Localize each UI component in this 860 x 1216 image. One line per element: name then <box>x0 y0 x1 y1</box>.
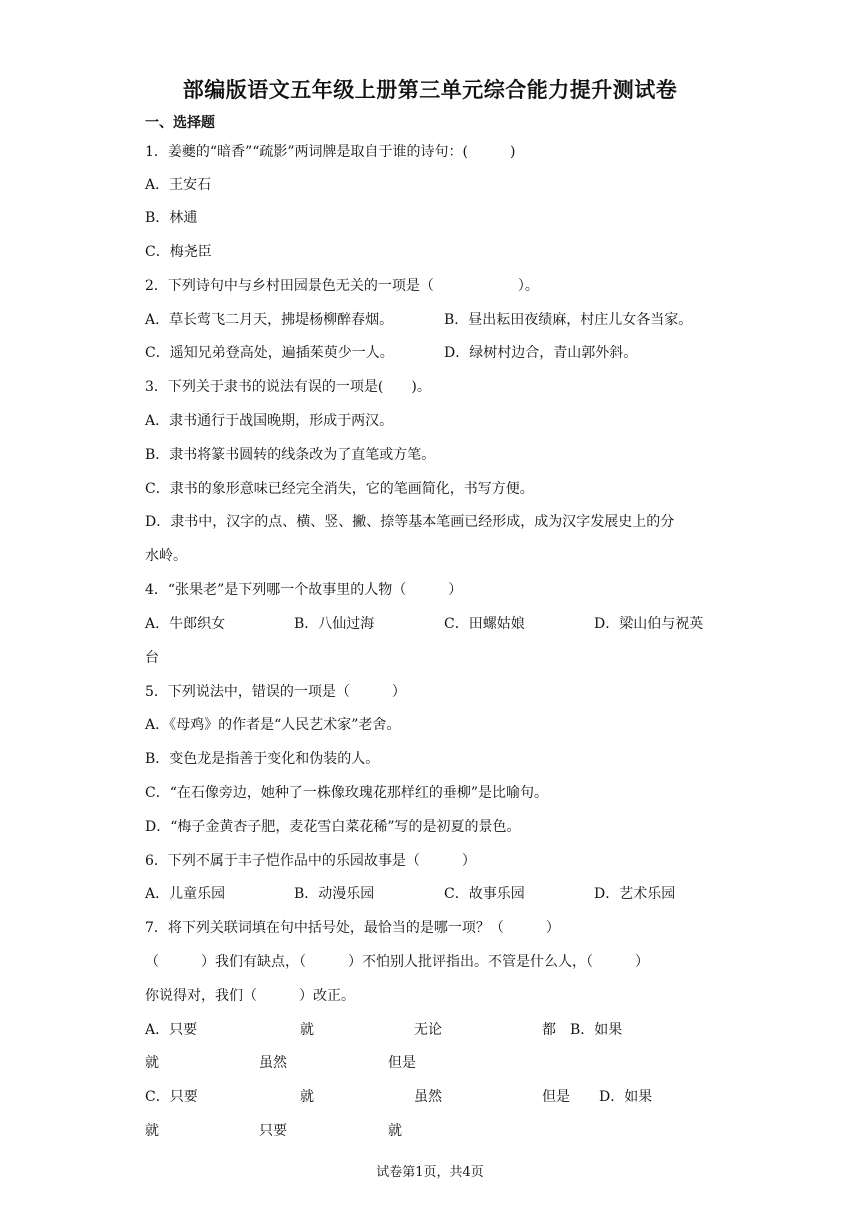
question-4-option-d: D．梁山伯与祝英 <box>594 616 704 632</box>
question-1-option-c: C．梅尧臣 <box>145 244 212 260</box>
question-2-option-c: C．遥知兄弟登高处，遍插茱萸少一人。 <box>145 345 394 361</box>
question-3-option-d-continued: 水岭。 <box>145 548 187 564</box>
question-1-option-b: B．林逋 <box>145 210 198 226</box>
question-1-option-a: A．王安石 <box>145 177 212 193</box>
question-7-option-c-word-4: 但是 <box>542 1089 570 1105</box>
question-3-option-d: D．隶书中，汉字的点、横、竖、撇、捺等基本笔画已经形成，成为汉字发展史上的分 <box>145 514 675 530</box>
question-6-option-a: A．儿童乐园 <box>145 886 226 902</box>
question-7-option-d: D．如果 <box>599 1089 653 1105</box>
question-7-option-c-word-2: 就 <box>300 1089 314 1105</box>
question-5-option-b: B．变色龙是指善于变化和伪装的人。 <box>145 751 380 767</box>
question-2-option-b: B．昼出耘田夜绩麻，村庄儿女各当家。 <box>444 312 693 328</box>
section-heading: 一、选择题 <box>145 115 215 131</box>
question-2-option-d: D．绿树村边合，青山郭外斜。 <box>444 345 638 361</box>
question-4-option-a: A．牛郎织女 <box>145 616 226 632</box>
question-1-stem: 1．姜夔的“暗香”“疏影”两词牌是取自于谁的诗句：( ) <box>145 144 516 160</box>
question-7-option-a-word-4: 都 <box>542 1022 556 1038</box>
question-7-option-a-word-2: 就 <box>300 1022 314 1038</box>
question-2-option-a: A．草长莺飞二月天，拂堤杨柳醉春烟。 <box>145 312 394 328</box>
exam-title: 部编版语文五年级上册第三单元综合能力提升测试卷 <box>182 78 678 102</box>
question-7-option-a: A．只要 <box>145 1022 198 1038</box>
question-7-stem: 7．将下列关联词填在句中括号处，最恰当的是哪一项？（ ） <box>145 920 560 936</box>
question-6-option-c: C．故事乐园 <box>444 886 525 902</box>
question-5-stem: 5．下列说法中，错误的一项是（ ） <box>145 684 406 700</box>
question-7-option-d-word-2: 就 <box>145 1123 159 1139</box>
question-4-option-d-continued: 台 <box>145 650 159 666</box>
question-3-option-b: B．隶书将篆书圆转的线条改为了直笔或方笔。 <box>145 447 436 463</box>
question-5-option-c: C．“在石像旁边，她种了一株像玫瑰花那样红的垂柳”是比喻句。 <box>145 785 549 801</box>
question-7-option-b-word-3: 虽然 <box>259 1055 287 1071</box>
question-6-stem: 6．下列不属于丰子恺作品中的乐园故事是（ ） <box>145 853 476 869</box>
question-6-option-b: B．动漫乐园 <box>294 886 375 902</box>
question-7-option-b-word-4: 但是 <box>388 1055 416 1071</box>
question-7-option-b-word-2: 就 <box>145 1055 159 1071</box>
page-footer: 试卷第1页，共4页 <box>376 1165 484 1180</box>
question-3-option-a: A．隶书通行于战国晚期，形成于两汉。 <box>145 413 394 429</box>
question-6-option-d: D．艺术乐园 <box>594 886 676 902</box>
question-7-sentence-line-2: 你说得对，我们（ ）改正。 <box>145 988 355 1004</box>
question-4-option-c: C．田螺姑娘 <box>444 616 525 632</box>
question-7-option-d-word-4: 就 <box>388 1123 402 1139</box>
question-4-option-b: B．八仙过海 <box>294 616 375 632</box>
question-4-stem: 4．“张果老”是下列哪一个故事里的人物（ ） <box>145 582 463 598</box>
question-7-option-c-word-3: 虽然 <box>414 1089 442 1105</box>
question-5-option-d: D．“梅子金黄杏子肥，麦花雪白菜花稀”写的是初夏的景色。 <box>145 819 521 835</box>
question-7-option-b: B．如果 <box>570 1022 623 1038</box>
question-3-option-c: C．隶书的象形意味已经完全消失，它的笔画简化，书写方便。 <box>145 481 534 497</box>
question-3-stem: 3．下列关于隶书的说法有误的一项是( )。 <box>145 379 431 395</box>
question-7-option-a-word-3: 无论 <box>414 1022 442 1038</box>
question-5-option-a: A．《母鸡》的作者是“人民艺术家”老舍。 <box>145 717 401 733</box>
question-7-sentence-line-1: （ ）我们有缺点，（ ）不怕别人批评指出。不管是什么人，（ ） <box>145 954 649 970</box>
question-7-option-c: C．只要 <box>145 1089 198 1105</box>
question-2-stem: 2．下列诗句中与乡村田园景色无关的一项是（ ）。 <box>145 278 539 294</box>
question-7-option-d-word-3: 只要 <box>259 1123 287 1139</box>
